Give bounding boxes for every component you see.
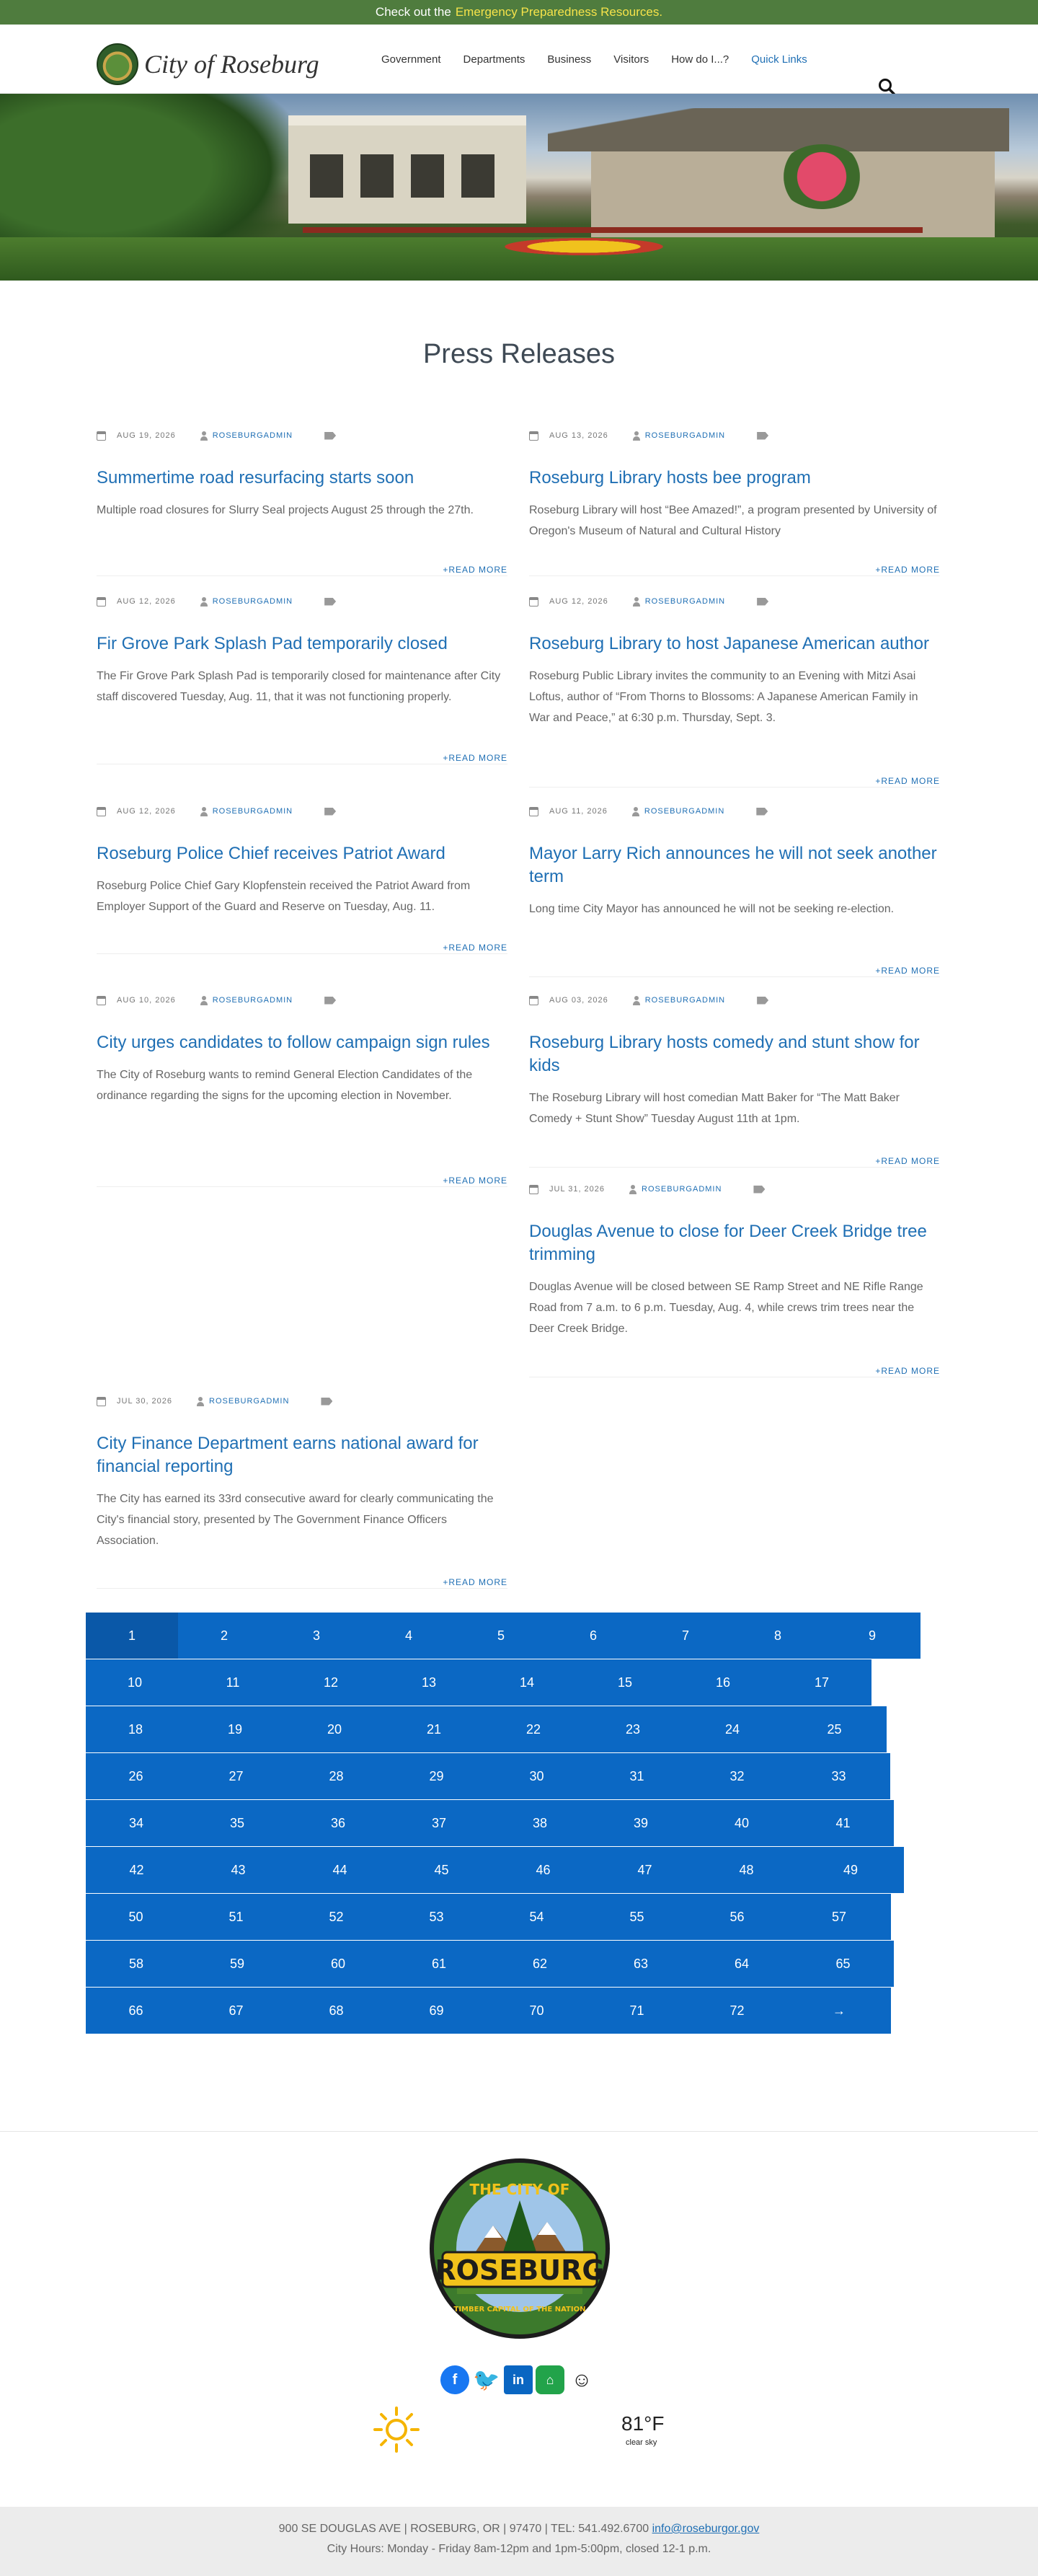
pagination-page-button[interactable]: 15 (576, 1659, 674, 1706)
read-more-link[interactable]: +READ MORE (443, 565, 507, 575)
tag-icon[interactable] (757, 997, 768, 1005)
pagination-page-button[interactable]: 59 (187, 1941, 288, 1987)
pagination-page-button[interactable]: 24 (683, 1706, 782, 1752)
press-release-item (529, 596, 940, 788)
seal-top: THE CITY OF (469, 2181, 570, 2198)
pagination-page-button[interactable]: 68 (286, 1988, 386, 2034)
pagination-page-button[interactable]: 31 (587, 1753, 687, 1799)
calendar-icon (97, 996, 106, 1005)
article-divider (97, 575, 507, 576)
pagination-page-button[interactable]: 61 (389, 1941, 489, 1987)
article-author-link[interactable]: ROSEBURGADMIN (209, 1397, 290, 1406)
site-header (0, 25, 1038, 94)
article-meta (529, 430, 940, 441)
calendar-icon (529, 431, 538, 441)
article-excerpt: The City of Roseburg wants to remind General Election Candidates of the ordinance regarding the signs for the upcoming election in November. (97, 1069, 473, 1102)
user-icon (633, 431, 640, 441)
article-excerpt: Douglas Avenue will be closed between SE Ramp Street and NE Rifle Range Road from 7 a.m. to 6 p.m. Tuesday, Aug. 4, while crews trim trees near the Deer Creek Bridge. (529, 1281, 923, 1335)
article-excerpt: Multiple road closures for Slurry Seal projects August 25 through the 27th. (97, 504, 474, 516)
article-excerpt: Roseburg Police Chief Gary Klopfenstein received the Patriot Award from Employer Support of the Guard and Reserve on Tuesday, Aug. 11. (97, 880, 471, 913)
pagination-page-button[interactable]: 48 (696, 1847, 797, 1893)
tag-icon[interactable] (324, 598, 336, 606)
user-icon (200, 597, 208, 606)
pagination-page-button[interactable]: 42 (86, 1847, 187, 1893)
article-meta (97, 1395, 507, 1407)
nav-visitors[interactable]: Visitors (613, 53, 649, 66)
pagination-row (86, 1659, 921, 1706)
pagination-page-button[interactable]: 43 (187, 1847, 289, 1893)
pagination-page-button[interactable]: 65 (792, 1941, 894, 1987)
site-logo[interactable] (97, 43, 319, 85)
article-author-link[interactable]: ROSEBURGADMIN (644, 807, 725, 816)
footer-bottom (0, 2507, 1038, 2576)
article-date: AUG 12, 2026 (117, 597, 176, 606)
article-author-link[interactable]: ROSEBURGADMIN (644, 431, 726, 440)
press-release-item (97, 596, 507, 764)
article-title-link[interactable]: Roseburg Library hosts comedy and stunt show for kids (529, 1033, 920, 1075)
footer-address: 900 SE DOUGLAS AVE | ROSEBURG, OR | 97470 | TEL: 541.492.6700 (278, 2523, 649, 2535)
article-excerpt: The Fir Grove Park Splash Pad is temporarily closed for maintenance after City staff discovered Tuesday, Aug. 11, that it was not functioning properly. (97, 670, 501, 703)
pagination-row (86, 1988, 921, 2034)
pagination-page-button[interactable]: 26 (86, 1753, 186, 1799)
pagination-page-button[interactable]: 58 (86, 1941, 187, 1987)
pagination-page-button[interactable]: 70 (487, 1988, 587, 2034)
article-title-link[interactable]: Roseburg Library hosts bee program (529, 468, 811, 488)
pagination (86, 1613, 921, 2034)
tag-icon[interactable] (757, 598, 768, 606)
user-icon (200, 996, 208, 1005)
pagination-page-button[interactable]: 35 (187, 1800, 288, 1846)
pagination-page-button[interactable]: 53 (386, 1894, 487, 1940)
article-author-link[interactable]: ROSEBURGADMIN (644, 996, 726, 1005)
article-excerpt: Roseburg Public Library invites the community to an Evening with Mitzi Asai Loftus, author of “From Thorns to Blossoms: A Japanese American Family in War and Peace,” at 6:30 p.m. Thursday, Sept. 3. (529, 670, 918, 724)
pagination-page-button[interactable]: 29 (386, 1753, 487, 1799)
article-excerpt: The Roseburg Library will host comedian Matt Baker for “The Matt Baker Comedy + Stunt Show” Tuesday August 11th at 1pm. (529, 1092, 900, 1125)
pagination-page-button[interactable]: 69 (386, 1988, 487, 2034)
calendar-icon (97, 1397, 106, 1406)
pagination-page-button[interactable]: 33 (787, 1753, 890, 1799)
pagination-page-button[interactable]: 55 (587, 1894, 687, 1940)
pagination-page-button[interactable]: 52 (286, 1894, 386, 1940)
read-more-link[interactable]: +READ MORE (875, 966, 940, 976)
pagination-page-button[interactable]: 6 (547, 1613, 639, 1659)
article-title-link[interactable]: City urges candidates to follow campaign sign rules (97, 1033, 490, 1052)
pagination-page-button[interactable]: 32 (687, 1753, 787, 1799)
article-divider (529, 787, 940, 788)
pagination-row (86, 1847, 921, 1893)
read-more-link[interactable]: +READ MORE (443, 1175, 507, 1186)
pagination-page-button[interactable]: 49 (797, 1847, 904, 1893)
article-date: AUG 11, 2026 (549, 807, 608, 816)
article-author-link[interactable]: ROSEBURGADMIN (212, 431, 293, 440)
article-excerpt: Long time City Mayor has announced he will not be seeking re-election. (529, 903, 895, 915)
read-more-link[interactable]: +READ MORE (875, 1156, 940, 1166)
user-icon (632, 807, 639, 816)
pagination-page-button[interactable]: 60 (288, 1941, 389, 1987)
article-meta (529, 994, 940, 1006)
article-title-link[interactable]: Roseburg Library to host Japanese American author (529, 634, 929, 653)
article-date: JUL 30, 2026 (117, 1397, 173, 1406)
pagination-page-button[interactable]: 66 (86, 1988, 186, 2034)
pagination-page-button[interactable]: 67 (186, 1988, 286, 2034)
calendar-icon (97, 431, 106, 441)
article-meta (97, 806, 507, 817)
pagination-page-button[interactable]: 36 (288, 1800, 389, 1846)
article-date: AUG 13, 2026 (549, 431, 608, 440)
press-release-item (97, 806, 507, 954)
seal-bottom: TIMBER CAPITAL OF THE NATION (453, 2306, 586, 2313)
article-title-link[interactable]: Summertime road resurfacing starts soon (97, 468, 414, 488)
pagination-page-button[interactable]: 3 (270, 1613, 363, 1659)
pagination-page-button[interactable]: 62 (489, 1941, 590, 1987)
pagination-page-button[interactable]: 72 (687, 1988, 787, 2034)
pagination-page-button[interactable]: 11 (184, 1659, 282, 1706)
article-author-link[interactable]: ROSEBURGADMIN (212, 996, 293, 1005)
press-release-item (529, 430, 940, 576)
pagination-page-button[interactable]: 1 (86, 1613, 178, 1659)
pagination-page-button[interactable]: 23 (583, 1706, 683, 1752)
pagination-row (86, 1941, 921, 1987)
user-icon (633, 597, 640, 606)
sun-icon (373, 2406, 420, 2453)
read-more-link[interactable]: +READ MORE (443, 943, 507, 953)
pagination-page-button[interactable]: 44 (289, 1847, 391, 1893)
pagination-page-button[interactable]: 20 (285, 1706, 384, 1752)
tag-icon[interactable] (321, 1398, 332, 1406)
pagination-page-button[interactable]: 10 (86, 1659, 184, 1706)
pagination-page-button[interactable]: 16 (674, 1659, 772, 1706)
pagination-page-button[interactable]: 9 (824, 1613, 921, 1659)
linkedin-icon[interactable]: in (504, 2365, 533, 2394)
article-date: AUG 03, 2026 (549, 996, 608, 1005)
city-seal-logo (428, 2157, 611, 2340)
pagination-page-button[interactable]: 8 (732, 1613, 824, 1659)
weather-temperature: 81°F (621, 2412, 665, 2435)
pagination-page-button[interactable]: 41 (792, 1800, 894, 1846)
pagination-page-button[interactable]: 63 (590, 1941, 691, 1987)
calendar-icon (529, 597, 538, 606)
pagination-page-button[interactable]: 27 (186, 1753, 286, 1799)
read-more-link[interactable]: +READ MORE (875, 776, 940, 786)
nav-departments[interactable]: Departments (463, 53, 525, 66)
article-title-link[interactable]: City Finance Department earns national award for financial reporting (97, 1434, 479, 1476)
pagination-page-button[interactable]: 4 (363, 1613, 455, 1659)
article-divider (529, 976, 940, 977)
pagination-page-button[interactable]: 12 (282, 1659, 380, 1706)
user-icon (629, 1185, 636, 1194)
calendar-icon (529, 996, 538, 1005)
article-divider (97, 1588, 507, 1589)
twitter-icon[interactable]: 🐦 (473, 2368, 500, 2392)
pagination-page-button[interactable]: 13 (380, 1659, 478, 1706)
article-meta (529, 1183, 940, 1195)
pagination-page-button[interactable]: 57 (787, 1894, 891, 1940)
pagination-page-button[interactable]: 17 (772, 1659, 871, 1706)
pagination-page-button[interactable]: 2 (178, 1613, 270, 1659)
calendar-icon (529, 1185, 538, 1194)
article-meta (97, 430, 507, 441)
pagination-page-button[interactable]: 38 (489, 1800, 590, 1846)
article-title-link[interactable]: Douglas Avenue to close for Deer Creek Bridge tree trimming (529, 1222, 927, 1264)
pagination-page-button[interactable]: 47 (594, 1847, 696, 1893)
weather-condition: clear sky (626, 2438, 657, 2447)
article-date: AUG 12, 2026 (117, 807, 176, 816)
pagination-page-button[interactable]: 5 (455, 1613, 547, 1659)
pagination-page-button[interactable]: 56 (687, 1894, 787, 1940)
pagination-page-button[interactable]: 18 (86, 1706, 185, 1752)
article-author-link[interactable]: ROSEBURGADMIN (212, 597, 293, 606)
user-icon (200, 431, 208, 441)
calendar-icon (97, 807, 106, 816)
user-icon (633, 996, 640, 1005)
banner-text: Check out the (375, 5, 451, 19)
pagination-page-button[interactable]: 71 (587, 1988, 687, 2034)
press-release-item (529, 806, 940, 977)
nav-government[interactable]: Government (381, 53, 441, 66)
article-meta (97, 596, 507, 607)
emergency-preparedness-link[interactable]: Emergency Preparedness Resources. (455, 5, 663, 19)
footer-hours: City Hours: Monday - Friday 8am-12pm and 1pm-5:00pm, closed 12-1 p.m. (327, 2543, 711, 2555)
article-excerpt: The City has earned its 33rd consecutive award for clearly communicating the City's financial story, presented by The Government Finance Officers Association. (97, 1493, 494, 1547)
pagination-page-button[interactable]: 22 (484, 1706, 583, 1752)
pagination-page-button[interactable]: 54 (487, 1894, 587, 1940)
nav-business[interactable]: Business (547, 53, 592, 66)
pagination-row (86, 1753, 921, 1799)
footer-email-link[interactable]: info@roseburgor.gov (652, 2523, 760, 2535)
article-meta (529, 596, 940, 607)
article-title-link[interactable]: Mayor Larry Rich announces he will not seek another term (529, 844, 937, 886)
read-more-link[interactable]: +READ MORE (443, 753, 507, 763)
press-release-item (97, 994, 507, 1187)
read-more-link[interactable]: +READ MORE (875, 565, 940, 575)
pagination-page-button[interactable]: 21 (384, 1706, 484, 1752)
pagination-page-button[interactable]: 37 (389, 1800, 489, 1846)
article-title-link[interactable]: Fir Grove Park Splash Pad temporarily closed (97, 634, 448, 653)
pagination-next-button[interactable]: → (787, 1988, 891, 2034)
city-seal-icon (97, 43, 138, 85)
main-nav (381, 25, 830, 94)
pagination-page-button[interactable]: 39 (590, 1800, 691, 1846)
tag-icon[interactable] (324, 808, 336, 816)
article-date: AUG 19, 2026 (117, 431, 176, 440)
pagination-page-button[interactable]: 51 (186, 1894, 286, 1940)
article-meta (97, 994, 507, 1006)
article-excerpt: Roseburg Library will host “Bee Amazed!”, a program presented by University of Oregon's Museum of Natural and Cultural History (529, 504, 937, 537)
pagination-page-button[interactable]: 30 (487, 1753, 587, 1799)
pagination-page-button[interactable]: 40 (691, 1800, 792, 1846)
pagination-page-button[interactable]: 34 (86, 1800, 187, 1846)
article-divider (97, 953, 507, 954)
read-more-link[interactable]: +READ MORE (443, 1577, 507, 1587)
read-more-link[interactable]: +READ MORE (875, 1366, 940, 1376)
facebook-icon[interactable]: f (440, 2365, 469, 2394)
article-divider (97, 1186, 507, 1187)
nav-how-do-i[interactable]: How do I...? (671, 53, 729, 66)
article-date: JUL 31, 2026 (549, 1185, 606, 1194)
pagination-page-button[interactable]: 64 (691, 1941, 792, 1987)
pagination-row (86, 1706, 921, 1752)
article-author-link[interactable]: ROSEBURGADMIN (644, 597, 726, 606)
nav-quick-links[interactable]: Quick Links (751, 53, 807, 66)
article-divider (529, 575, 940, 576)
article-author-link[interactable]: ROSEBURGADMIN (212, 807, 293, 816)
tag-icon[interactable] (753, 1186, 765, 1194)
calendar-icon (97, 597, 106, 606)
hero-image (0, 94, 1038, 281)
footer-address-line (0, 2523, 1038, 2536)
press-release-item (97, 1395, 507, 1589)
seal-name: ROSEBURG (435, 2254, 605, 2286)
nextdoor-icon[interactable]: ⌂ (536, 2365, 564, 2394)
pagination-row (86, 1613, 921, 1659)
tag-icon[interactable] (324, 432, 336, 440)
tag-icon[interactable] (324, 997, 336, 1005)
pagination-page-button[interactable]: 7 (639, 1613, 732, 1659)
article-author-link[interactable]: ROSEBURGADMIN (642, 1185, 722, 1194)
article-divider (529, 1167, 940, 1168)
pagination-page-button[interactable]: 46 (492, 1847, 594, 1893)
pagination-row (86, 1894, 921, 1940)
article-meta (529, 806, 940, 817)
press-release-item (529, 994, 940, 1168)
pagination-row (86, 1800, 921, 1846)
press-release-item (529, 1183, 940, 1377)
pagination-page-button[interactable]: 28 (286, 1753, 386, 1799)
press-release-item (97, 430, 507, 576)
mailchimp-icon[interactable]: ☺ (571, 2368, 593, 2391)
article-title-link[interactable]: Roseburg Police Chief receives Patriot Award (97, 844, 445, 863)
social-links (440, 2365, 596, 2394)
announcement-banner (0, 0, 1038, 25)
logo-text: City of Roseburg (144, 50, 319, 79)
pagination-page-button[interactable]: 14 (478, 1659, 576, 1706)
footer-divider (0, 2131, 1038, 2132)
tag-icon[interactable] (757, 432, 768, 440)
pagination-page-button[interactable]: 50 (86, 1894, 186, 1940)
pagination-page-button[interactable]: 25 (782, 1706, 887, 1752)
article-date: AUG 12, 2026 (549, 597, 608, 606)
pagination-page-button[interactable]: 19 (185, 1706, 285, 1752)
page-title: Press Releases (422, 339, 616, 369)
calendar-icon (529, 807, 538, 816)
pagination-page-button[interactable]: 45 (391, 1847, 492, 1893)
user-icon (197, 1397, 204, 1406)
user-icon (200, 807, 208, 816)
tag-icon[interactable] (756, 808, 768, 816)
article-date: AUG 10, 2026 (117, 996, 176, 1005)
